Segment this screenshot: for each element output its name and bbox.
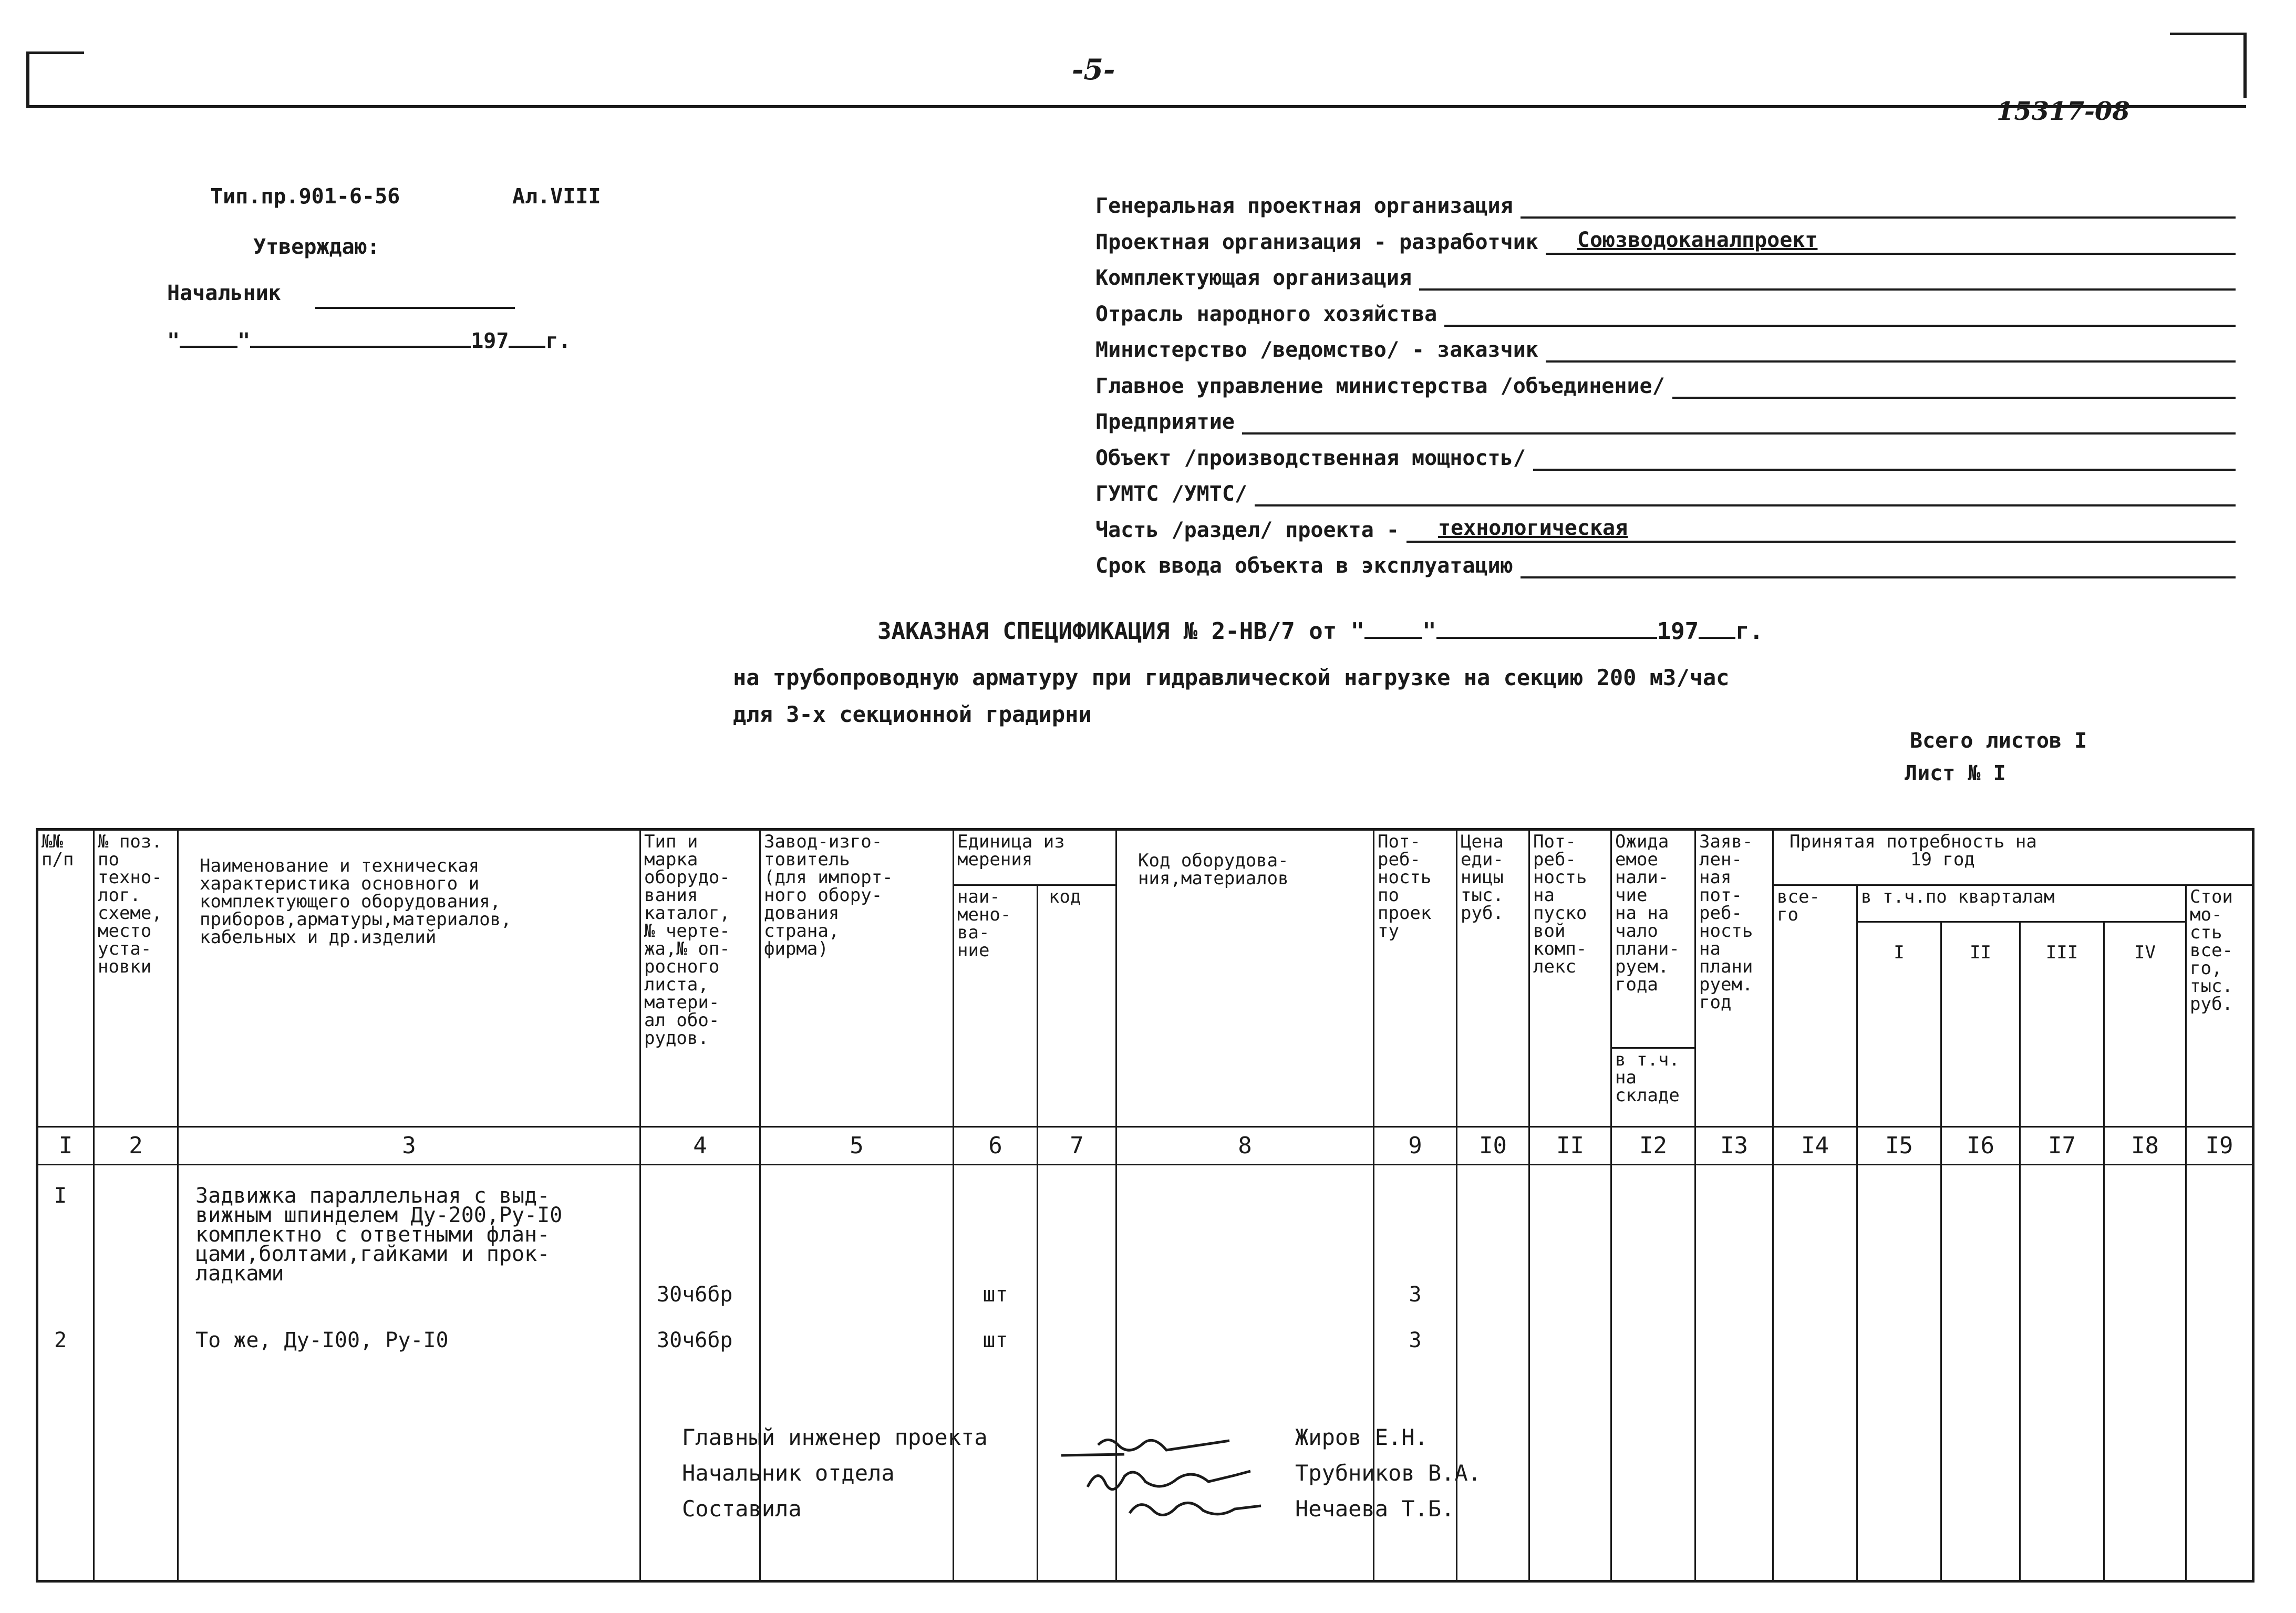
- org-field-label: ГУМТС /УМТС/: [1095, 482, 1247, 506]
- org-field-row: [1095, 265, 2236, 291]
- column-number: 9: [1374, 1127, 1457, 1165]
- column-number: I3: [1695, 1127, 1773, 1165]
- org-field-row: [1095, 337, 2236, 363]
- body-column-cell: [2186, 1165, 2253, 1581]
- column-number: I7: [2020, 1127, 2104, 1165]
- body-column-cell: [2020, 1165, 2104, 1581]
- org-field-row: [1095, 230, 2236, 255]
- body-column-cell: [178, 1165, 640, 1581]
- org-field-row: [1095, 481, 2236, 506]
- column-number: 3: [178, 1127, 640, 1165]
- header-type: Тип и марка оборудо- вания каталог, № черте- жа,№ оп- росного листа, матери- ал обо- рудов.: [640, 830, 760, 1127]
- header-item-number: №№ п/п: [37, 830, 94, 1127]
- header-demand-project: Пот- реб- ность по проек ту: [1374, 830, 1457, 1127]
- signature-name: Трубников В.А.: [1295, 1460, 1482, 1486]
- header-quarter-3: III: [2020, 922, 2104, 1127]
- header-unit-code: код: [1038, 885, 1116, 1127]
- body-column-cell: [2104, 1165, 2186, 1581]
- column-number: I: [37, 1127, 94, 1165]
- org-field-value[interactable]: [1672, 376, 2236, 399]
- sheets-total: Всего листов I: [1910, 729, 2087, 753]
- org-field-label: Главное управление министерства /объединение/: [1095, 374, 1665, 398]
- signature-name: Жиров Е.Н.: [1295, 1424, 1428, 1450]
- column-number: I9: [2186, 1127, 2253, 1165]
- org-field-row: [1095, 193, 2236, 219]
- org-field-row: [1095, 446, 2236, 471]
- org-field-value[interactable]: [1546, 228, 2236, 255]
- org-field-label: Комплектующая организация: [1095, 266, 1412, 290]
- column-number: I2: [1611, 1127, 1695, 1165]
- body-column-cell: [1457, 1165, 1529, 1581]
- org-field-row: [1095, 302, 2236, 327]
- signature-name: Нечаева Т.Б.: [1295, 1496, 1455, 1522]
- top-right-stub: [2170, 33, 2246, 35]
- sheet-current: Лист № I: [1905, 761, 2006, 785]
- column-number: I5: [1857, 1127, 1941, 1165]
- column-numbers-row: [37, 1127, 2253, 1165]
- column-number: II: [1529, 1127, 1611, 1165]
- body-column-cell: [1857, 1165, 1941, 1581]
- org-field-label: Предприятие: [1095, 410, 1235, 434]
- header-unit-name: наи- мено- ва- ние: [954, 885, 1038, 1127]
- header-expected-stock: Ожида емое нали- чие на на чало плани- руем. года: [1611, 830, 1695, 1048]
- header-total: все- го: [1773, 885, 1857, 1127]
- header-in-stock: в т.ч. на складе: [1611, 1048, 1695, 1127]
- chief-label: Начальник: [167, 281, 281, 305]
- column-number: 6: [954, 1127, 1038, 1165]
- body-column-cell: [954, 1165, 1038, 1581]
- album-number: Ал.VIII: [512, 184, 601, 209]
- org-field-value[interactable]: [1521, 555, 2236, 578]
- row-n: 2: [54, 1328, 67, 1352]
- signature-role: Главный инженер проекта: [682, 1424, 988, 1450]
- org-field-row: [1095, 515, 2236, 543]
- org-field-label: Отрасль народного хозяйства: [1095, 302, 1437, 326]
- row-name: То же, Ду-I00, Ру-I0: [195, 1328, 449, 1352]
- column-number: 5: [760, 1127, 954, 1165]
- row-unit: шт: [982, 1283, 1008, 1307]
- row-qty: 3: [1409, 1283, 1422, 1307]
- chief-signature-line[interactable]: [315, 288, 515, 309]
- org-field-row: [1095, 374, 2236, 399]
- row-qty: 3: [1409, 1328, 1422, 1352]
- org-field-value[interactable]: [1255, 483, 2236, 506]
- body-column-cell: [1941, 1165, 2020, 1581]
- column-number: I0: [1457, 1127, 1529, 1165]
- top-right-tick: [2243, 33, 2247, 98]
- org-field-value[interactable]: [1546, 339, 2236, 363]
- header-demand-startup: Пот- реб- ность на пуско вой комп- лекс: [1529, 830, 1611, 1127]
- body-column-cell: [37, 1165, 94, 1581]
- org-field-label: Проектная организация - разработчик: [1095, 230, 1538, 254]
- org-field-value[interactable]: [1242, 411, 2236, 435]
- column-number: 2: [94, 1127, 178, 1165]
- row-n: I: [54, 1184, 67, 1208]
- org-field-label: Объект /производственная мощность/: [1095, 446, 1526, 470]
- header-declared-demand: Заяв- лен- ная пот- реб- ность на плани руем. год: [1695, 830, 1773, 1127]
- org-field-value-text: технологическая: [1437, 515, 1628, 540]
- signature-role: Составила: [682, 1496, 802, 1522]
- column-number: 4: [640, 1127, 760, 1165]
- org-field-value[interactable]: [1419, 267, 2236, 291]
- top-left-tick: [26, 51, 29, 108]
- row-type: 30ч6бр: [657, 1328, 733, 1352]
- header-quarter-2: II: [1941, 922, 2020, 1127]
- document-code: 15317-08: [1997, 97, 2130, 126]
- org-field-row: [1095, 553, 2236, 578]
- top-border-line: [26, 105, 2246, 108]
- header-accepted-demand: Принятая потребность на 19 год: [1773, 830, 2253, 885]
- header-cost-total: Стои мо- сть все- го, тыс. руб.: [2186, 885, 2253, 1127]
- org-field-label: Срок ввода объекта в эксплуатацию: [1095, 554, 1513, 578]
- org-field-label: Генеральная проектная организация: [1095, 194, 1513, 218]
- org-field-row: [1095, 409, 2236, 435]
- approve-label: Утверждаю:: [253, 235, 380, 259]
- org-field-label: Министерство /ведомство/ - заказчик: [1095, 338, 1538, 362]
- column-number: I4: [1773, 1127, 1857, 1165]
- org-field-value[interactable]: [1406, 515, 2236, 543]
- org-field-value[interactable]: [1521, 195, 2236, 219]
- header-unit-price: Цена еди- ницы тыс. руб.: [1457, 830, 1529, 1127]
- specification-title: ЗАКАЗНАЯ СПЕЦИФИКАЦИЯ № 2-НВ/7 от " " 197 г.: [877, 618, 1764, 645]
- header-name: Наименование и техническая характеристика основного и комплектующего оборудования, приборов,арматуры,материалов, кабельных и др.изделий: [178, 830, 640, 1127]
- row-type: 30ч6бр: [657, 1283, 733, 1307]
- header-equipment-code: Код оборудова- ния,материалов: [1116, 830, 1374, 1127]
- handwritten-signatures: [1051, 1413, 1292, 1529]
- signature-role: Начальник отдела: [682, 1460, 895, 1486]
- body-column-cell: [1611, 1165, 1695, 1581]
- column-number: 8: [1116, 1127, 1374, 1165]
- header-quarters: в т.ч.по кварталам: [1857, 885, 2186, 922]
- org-field-value[interactable]: [1444, 304, 2236, 327]
- org-field-label: Часть /раздел/ проекта -: [1095, 518, 1399, 542]
- body-column-cell: [94, 1165, 178, 1581]
- header-quarter-4: IV: [2104, 922, 2186, 1127]
- specification-subtitle-2: для 3-х секционной градирни: [733, 701, 1092, 727]
- specification-subtitle: на трубопроводную арматуру при гидравлической нагрузке на секцию 200 м3/час: [733, 665, 1730, 690]
- project-reference: Тип.пр.901-6-56: [210, 184, 400, 209]
- column-number: I8: [2104, 1127, 2186, 1165]
- header-position: № поз. по техно- лог. схеме, место уста- новки: [94, 830, 178, 1127]
- row-unit: шт: [982, 1328, 1008, 1352]
- header-unit-group: Единица из мерения: [954, 830, 1116, 885]
- org-field-value-text: Союзводоканалпроект: [1577, 228, 1818, 252]
- body-column-cell: [1773, 1165, 1857, 1581]
- top-left-stub: [26, 51, 84, 54]
- column-number: I6: [1941, 1127, 2020, 1165]
- header-manufacturer: Завод-изго- товитель (для импорт- ного обору- дования страна, фирма): [760, 830, 954, 1127]
- body-column-cell: [1529, 1165, 1611, 1581]
- body-column-cell: [1695, 1165, 1773, 1581]
- column-number: 7: [1038, 1127, 1116, 1165]
- org-field-value[interactable]: [1533, 448, 2236, 471]
- page-number: -5-: [1072, 53, 1115, 86]
- row-name: Задвижка параллельная с выд- вижным шпинделем Ду-200,Ру-I0 комплектно с ответными флан- цами,болтами,гайками и прок- ладками: [195, 1184, 563, 1286]
- header-quarter-1: I: [1857, 922, 1941, 1127]
- approval-date-line: " " 197 г.: [167, 327, 571, 354]
